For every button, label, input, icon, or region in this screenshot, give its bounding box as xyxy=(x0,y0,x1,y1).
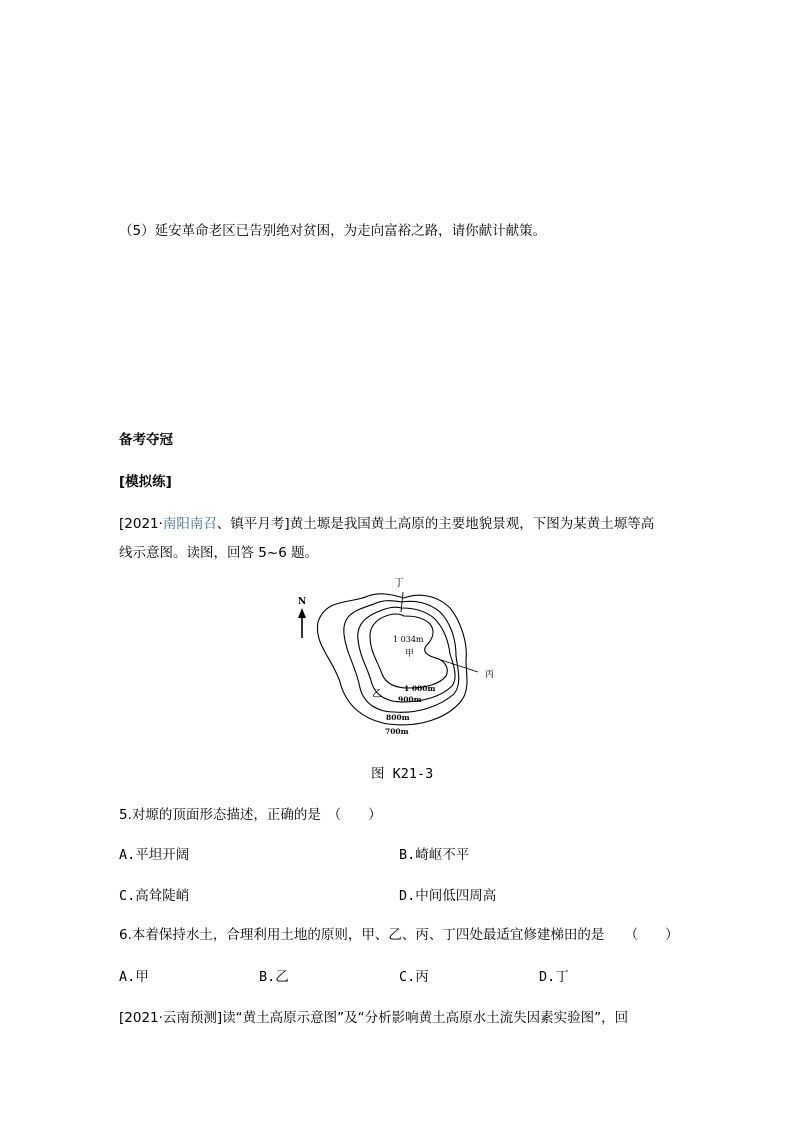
question-6-stem: 6.本着保持水土，合理利用土地的原则，甲、乙、丙、丁四处最适宜修建梯田的是 （ ） xyxy=(119,927,679,943)
question-5b-stem: 5.对塬的顶面形态描述，正确的是 （ ） xyxy=(119,807,382,823)
north-arrow-icon xyxy=(298,608,306,638)
contour-700 xyxy=(317,594,467,725)
subsection-title: [模拟练] xyxy=(119,474,172,490)
label-ding: 丁 xyxy=(394,578,404,589)
intro-source: 南阳南召 xyxy=(162,516,217,532)
label-peak-elevation: 1 034m xyxy=(393,635,424,644)
q5-option-d: D.中间低四周高 xyxy=(399,888,497,904)
q6-option-a: A.甲 xyxy=(119,969,149,985)
label-contour-900: 900m xyxy=(398,695,422,704)
question-5-text: （5）延安革命老区已告别绝对贫困，为走向富裕之路，请你献计献策。 xyxy=(119,223,547,239)
intro-rest: 、镇平月考]黄土塬是我国黄土高原的主要地貌景观，下图为某黄土塬等高 xyxy=(216,516,655,532)
figure-caption: 图 K21-3 xyxy=(371,766,434,782)
label-contour-700: 700m xyxy=(385,727,409,736)
label-bing: 丙 xyxy=(485,670,495,680)
q5-option-c: C.高耸陡峭 xyxy=(119,888,190,904)
north-label: N xyxy=(298,597,307,607)
label-jia: 甲 xyxy=(405,649,415,659)
label-contour-1000: 1 000m xyxy=(404,684,436,693)
q5-option-b: B.崎岖不平 xyxy=(399,847,470,863)
q6-option-c: C.丙 xyxy=(399,969,429,985)
intro-line-1 xyxy=(119,512,654,532)
intro-bracket: [2021· xyxy=(119,516,163,532)
label-contour-800: 800m xyxy=(386,713,410,722)
q6-option-b: B.乙 xyxy=(259,969,289,985)
label-yi: 乙 xyxy=(372,689,382,700)
intro-line-2: 线示意图。读图，回答 5~6 题。 xyxy=(119,545,319,561)
intro-line-3: [2021·云南预测]读“黄土高原示意图”及“分析影响黄土高原水土流失因素实验图”，回 xyxy=(119,1010,629,1026)
q6-option-d: D.丁 xyxy=(539,969,569,985)
section-title: 备考夺冠 xyxy=(119,432,173,448)
q5-option-a: A.平坦开阔 xyxy=(119,847,190,863)
contour-map xyxy=(290,570,510,745)
